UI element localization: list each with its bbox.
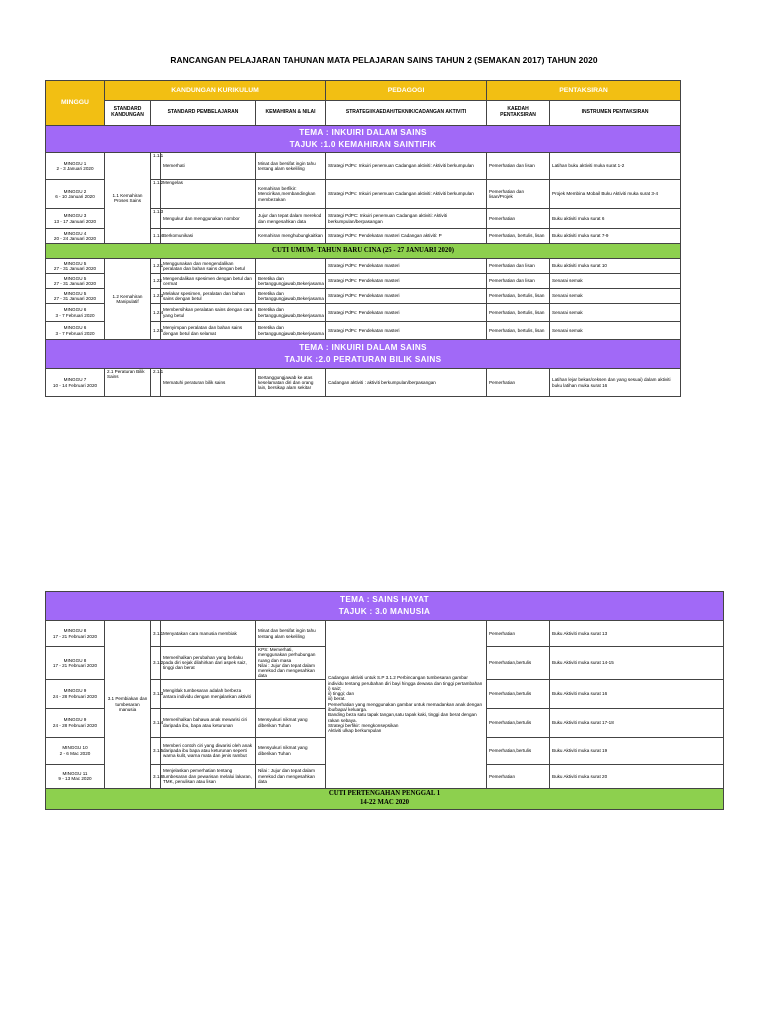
sp-number: 1.2.1 — [151, 259, 161, 274]
standard-kandungan-cell: 1.1 Kemahiran Proses Sains — [105, 153, 151, 244]
strategi-cell: Strategi PdPC: Inkuiri penemuan Cadangan aktiviti: Aktiviti berkumpulan/berpasangan — [326, 209, 487, 229]
header-kemahiran-nilai: KEMAHIRAN & NILAI — [256, 101, 326, 126]
minggu-cell: MINGGU 8 17 - 21 Februari 2020 — [46, 647, 105, 680]
instrumen-cell: Projek Membina Mobail Buku Aktiviti muka surat 3-4 — [550, 180, 681, 209]
minggu-cell: MINGGU 4 20 - 24 Januari 2020 — [46, 229, 105, 244]
instrumen-cell: Buku aktiviti muka surat 6 — [550, 209, 681, 229]
kaedah-cell: Pemerhatian — [487, 621, 550, 647]
kaedah-cell: Pemerhatian dan lisan/Projek — [487, 180, 550, 209]
strategi-cell: Strategi PdPc: Pendekatan masteri — [326, 289, 487, 304]
kemahiran-cell: Mensyukuri nikmat yang diberikan Tuhan — [256, 708, 326, 737]
minggu-cell: MINGGU 8 17 - 21 Februari 2020 — [46, 621, 105, 647]
kemahiran-cell — [256, 679, 326, 708]
standard-kandungan-cell: 2.1 Peraturan Bilik Sains — [105, 369, 151, 397]
standard-pembelajaran-cell: Menyimpan peralatan dan bahan sains dengan betul dan selamat — [161, 322, 256, 340]
sp-number: 3.1.3 — [151, 679, 161, 708]
strategi-cell: Strategi PdPc: Pendekatan masteri — [326, 322, 487, 340]
standard-pembelajaran-cell: Menjelaskan pemerhatian tentang tumbesaran dan pewarisan melalui lakaran, TMK, penulisan atau lisan — [161, 764, 256, 788]
cuti-dates: 14-22 MAC 2020 — [359, 798, 410, 806]
kemahiran-cell: Mensyukuri nikmat yang diberikan Tuhan — [256, 737, 326, 764]
tajuk-title: TAJUK :2.0 PERATURAN BILIK SAINS — [284, 355, 442, 364]
instrumen-cell: Senarai semak — [550, 289, 681, 304]
instrumen-cell: Buku Aktiviti muka surat 17-18 — [550, 708, 724, 737]
standard-kandungan-cell: 1.2 Kemahiran Manipulatif — [105, 259, 151, 340]
cuti-title: CUTI PERTENGAHAN PENGGAL 1 — [328, 790, 441, 798]
kaedah-cell: Pemerhatian,bertulis — [487, 647, 550, 680]
kemahiran-cell: Jujur dan tepat dalam merekod dan mengesahkan data — [256, 209, 326, 229]
sp-number: 3.1.4 — [151, 708, 161, 737]
instrumen-cell: Buku aktiviti muka surat 10 — [550, 259, 681, 274]
minggu-cell: MINGGU 1 2 - 3 Januari 2020 — [46, 153, 105, 180]
sp-number: 1.1.1 — [151, 153, 161, 180]
header-kandungan-kurikulum: KANDUNGAN KURIKULUM — [105, 81, 326, 101]
kemahiran-cell: Kemahiran berfikir: Mencirikan,membandingkan membezakan — [256, 180, 326, 209]
instrumen-cell: Latihan buku aktiviti muka surat 1-2 — [550, 153, 681, 180]
header-pedagogi: PEDAGOGI — [326, 81, 487, 101]
strategi-cell: Strategi PdPc: Inkuiri penemuan Cadangan aktiviti: Aktiviti berkumpulan — [326, 180, 487, 209]
sp-number: 1.1.3 — [151, 209, 161, 229]
minggu-cell: MINGGU 11 9 - 13 Mac 2020 — [46, 764, 105, 788]
table-row — [46, 621, 724, 647]
sp-number: 1.2.3 — [151, 289, 161, 304]
tema-title: TEMA : INKUIRI DALAM SAINS — [299, 342, 427, 352]
instrumen-cell: Buku aktiviti muka surat 7-9 — [550, 229, 681, 244]
kaedah-cell: Pemerhatian — [487, 209, 550, 229]
table-row — [46, 153, 681, 180]
standard-pembelajaran-cell: Memerhati — [161, 153, 256, 180]
kemahiran-cell: Nilai : Jujur dan tepat dalam merekod dan mengesahkan data — [256, 764, 326, 788]
kaedah-cell: Pemerhatian,bertulis — [487, 708, 550, 737]
kemahiran-cell: Beretika dan bertanggungjawab,Bekerjasama — [256, 304, 326, 322]
standard-pembelajaran-cell: Membersihkan peralatan sains dengan cara yang betul — [161, 304, 256, 322]
cuti-pertengahan-banner — [46, 788, 724, 809]
standard-pembelajaran-cell: Mematuhi peraturan bilik sains — [161, 369, 256, 397]
instrumen-cell: Buku Aktiviti muka surat 19 — [550, 737, 724, 764]
standard-pembelajaran-cell: Menyatakan cara manusia membiak — [161, 621, 256, 647]
kaedah-cell: Pemerhatian dan lisan — [487, 259, 550, 274]
kaedah-cell: Pemerhatian, bertulis, lisan — [487, 304, 550, 322]
kaedah-cell: Pemerhatian — [487, 369, 550, 397]
kemahiran-cell: KPS: Memerhati, menggunakan perhubungan ruang dan masa Nilai : Jujur dan tepat dalam merekod dan mengesahkan data — [256, 647, 326, 680]
minggu-cell: MINGGU 7 10 - 14 Februari 2020 — [46, 369, 105, 397]
kaedah-cell: Pemerhatian,bertulis — [487, 679, 550, 708]
tema-banner — [46, 340, 681, 369]
sp-number: 1.22 — [151, 274, 161, 289]
table-row — [46, 369, 681, 397]
instrumen-cell: Latihan lejar bekas/ceksen dan yang sesuai) dalam aktiviti buku latihan muka surat 16 — [550, 369, 681, 397]
kemahiran-cell: Bertanggungjawab ke atas keselamatan diri dan orang lain, bersikap alam sekitar — [256, 369, 326, 397]
standard-pembelajaran-cell: Melakar spesimen, peralatan dan bahan sains dengan betul — [161, 289, 256, 304]
minggu-cell: MINGGU 5 27 - 31 Januari 2020 — [46, 274, 105, 289]
minggu-cell: MINGGU 9 24 - 28 Februari 2020 — [46, 708, 105, 737]
kemahiran-cell: Kemahiran menghubungkaitkan — [256, 229, 326, 244]
standard-pembelajaran-cell: Memerihalkan bahawa anak mewarisi ciri daripada ibu, bapa atau keturunan — [161, 708, 256, 737]
sp-number: 3.1.6 — [151, 764, 161, 788]
cuti-tahun-baru-cina-banner: CUTI UMUM- TAHUN BARU CINA (25 - 27 JANUARI 2020) — [46, 244, 681, 259]
instrumen-cell: Buku Aktiviti muka surat 20 — [550, 764, 724, 788]
table-row — [46, 259, 681, 274]
minggu-cell: MINGGU 10 2 - 6 Mac 2020 — [46, 737, 105, 764]
kaedah-cell: Pemerhatian dan lisan — [487, 153, 550, 180]
standard-pembelajaran-cell: Memerihalkan perubahan yang berlaku pada diri sejak dilahirkan dari aspek saiz, tinggi dan berat — [161, 647, 256, 680]
tema-title: TEMA : SAINS HAYAT — [340, 594, 429, 604]
standard-pembelajaran-cell: Mengendalikan spesimen dengan betul dan cermat — [161, 274, 256, 289]
tajuk-title: TAJUK : 3.0 MANUSIA — [338, 607, 431, 616]
instrumen-cell: Buku Aktiviti muka surat 13 — [550, 621, 724, 647]
standard-pembelajaran-cell: Memberi contoh ciri yang diwarisi oleh anak daripada ibu bapa atau keturunan seperti warna kulit, warna mata dan jenis rambut — [161, 737, 256, 764]
minggu-cell: MINGGU 5 27 - 31 Januari 2020 — [46, 289, 105, 304]
standard-pembelajaran-cell: Mengitlak tumbesaran adalah berbeza antara individu dengan menjalankan aktiviti — [161, 679, 256, 708]
kaedah-cell: Pemerhatian, bertulis, lisan — [487, 229, 550, 244]
strategi-cell: Cadangan aktiviti : aktiviti berkumpulan/berpasangan — [326, 369, 487, 397]
kaedah-cell: Pemerhatian — [487, 764, 550, 788]
header-strategi: STRATEGI/KAEDAH/TEKNIK/CADANGAN AKTIVITI — [326, 101, 487, 126]
minggu-cell: MINGGU 6 3 - 7 Februari 2020 — [46, 304, 105, 322]
sp-number: 3.1.5 — [151, 737, 161, 764]
strategi-cell: Strategi PdPc: Pendekatan masteri Cadangan aktiviti: P — [326, 229, 487, 244]
kaedah-cell: Pemerhatian, bertulis, lisan — [487, 289, 550, 304]
minggu-cell: MINGGU 3 13 - 17 Januari 2020 — [46, 209, 105, 229]
instrumen-cell: Buku Aktiviti muka surat 16 — [550, 679, 724, 708]
minggu-cell: MINGGU 6 3 - 7 Februari 2020 — [46, 322, 105, 340]
sp-number: 3.1.2 — [151, 647, 161, 680]
instrumen-cell: Senarai semak — [550, 322, 681, 340]
kemahiran-cell: Beretika dan bertanggungjawab,Bekerjasama — [256, 289, 326, 304]
kemahiran-cell: Minat dan bersifat ingin tahu tentang alam sekeliling — [256, 621, 326, 647]
plan-table-top — [45, 80, 681, 397]
tema-title: TEMA : INKUIRI DALAM SAINS — [299, 127, 427, 137]
document-title: RANCANGAN PELAJARAN TAHUNAN MATA PELAJARAN SAINS TAHUN 2 (SEMAKAN 2017) TAHUN 2020 — [170, 55, 598, 65]
sp-number: 2.1.1 — [151, 369, 161, 397]
standard-pembelajaran-cell: Menggunakan dan mengendalikan peralatan dan bahan sains dengan betul — [161, 259, 256, 274]
kaedah-cell: Pemerhatian,bertulis — [487, 737, 550, 764]
instrumen-cell: Senarai semak — [550, 274, 681, 289]
kemahiran-cell: Beretika dan bertanggungjawab,Bekerjasama — [256, 322, 326, 340]
sp-number: 1.1.4 — [151, 229, 161, 244]
kemahiran-cell: Minat dan bersifat ingin tahu tentang alam sekeliling — [256, 153, 326, 180]
kemahiran-cell — [256, 259, 326, 274]
standard-pembelajaran-cell: Berkomunikasi — [161, 229, 256, 244]
header-standard-kandungan: STANDARD KANDUNGAN — [105, 101, 151, 126]
header-instrumen-pentaksiran: INSTRUMEN PENTAKSIRAN — [550, 101, 681, 126]
strategi-cell: Cadangan aktiviti untuk S.P 3.1.2 Perbincangan tumbesaran gambar individu tentang perubahan diri bayi hingga dewasa dan tinggi pertambahan i) saiz; ii) tinggi; dan iii) berat. Pemerhatian yang menggunakan gambar untuk memadankan anak dengan ibu/bapa/ keluarga. Banding beza satu tapak tangan,satu tapak kaki, tinggi dan berat dengan rakan sebaya. Strategi berfikir: mengkonsepsikan Aktiviti ulkap berkumpulan — [326, 621, 487, 789]
standard-pembelajaran-cell: Mengelas — [161, 180, 256, 209]
minggu-cell: MINGGU 9 24 - 28 Februari 2020 — [46, 679, 105, 708]
plan-table-bottom — [45, 591, 724, 810]
strategi-cell: Strategi PdPc: Pendekatan masteri — [326, 259, 487, 274]
header-kaedah-pentaksiran: KAEDAH PENTAKSIRAN — [487, 101, 550, 126]
strategi-cell: Strategi PdPc: Pendekatan masteri — [326, 304, 487, 322]
header-standard-pembelajaran: STANDARD PEMBELAJARAN — [151, 101, 256, 126]
minggu-cell: MINGGU 2 6 - 10 Januari 2020 — [46, 180, 105, 209]
tema-banner — [46, 126, 681, 153]
minggu-cell: MINGGU 5 27 - 31 Januari 2020 — [46, 259, 105, 274]
kemahiran-cell: Beretika dan bertanggungjawab,Bekerjasama — [256, 274, 326, 289]
sp-number: 1.2.5 — [151, 322, 161, 340]
kaedah-cell: Pemerhatian dan lisan — [487, 274, 550, 289]
instrumen-cell: Senarai semak — [550, 304, 681, 322]
instrumen-cell: Buku Aktiviti muka surat 14-15 — [550, 647, 724, 680]
sp-number: 1.1.2 — [151, 180, 161, 209]
sp-number: 1.2.4 — [151, 304, 161, 322]
header-minggu: MINGGU — [46, 81, 105, 126]
standard-kandungan-cell: 3.1 Pembiakan dan tumbesaran manusia — [105, 621, 151, 789]
tema-banner — [46, 592, 724, 621]
header-pentaksiran: PENTAKSIRAN — [487, 81, 681, 101]
tajuk-title: TAJUK :1.0 KEMAHIRAN SAINTIFIK — [289, 140, 437, 149]
strategi-cell: Strategi PdPc: Pendekatan masteri — [326, 274, 487, 289]
strategi-cell: Strategi PdPc: Inkuiri penemuan Cadangan aktiviti: Aktiviti berkumpulan — [326, 153, 487, 180]
standard-pembelajaran-cell: Mengukur dan menggunakan nombor — [161, 209, 256, 229]
sp-number: 3.1.1 — [151, 621, 161, 647]
kaedah-cell: Pemerhatian, bertulis, lisan — [487, 322, 550, 340]
